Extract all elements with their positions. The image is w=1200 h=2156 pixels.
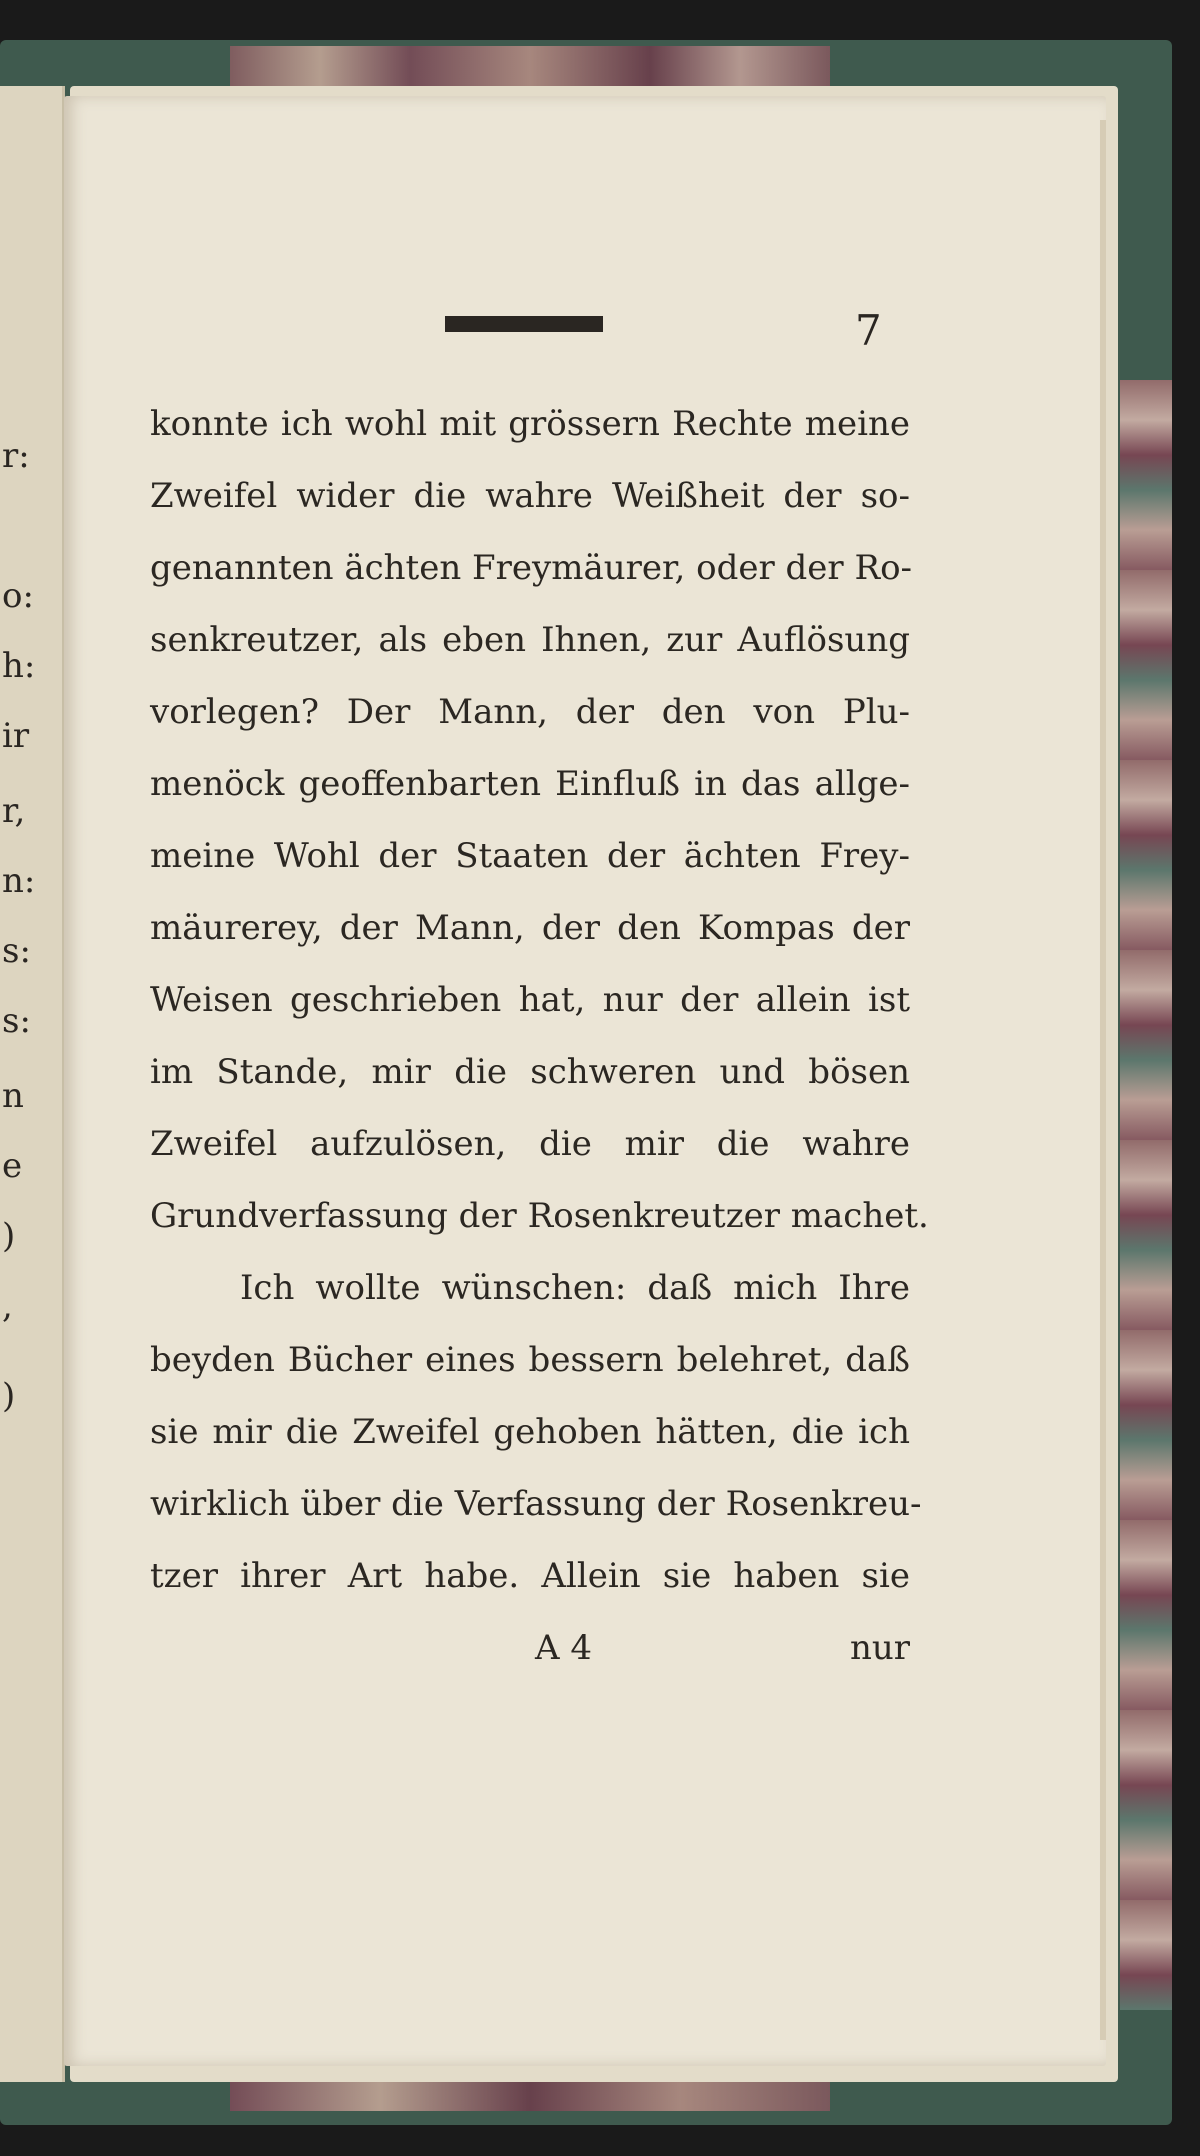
left-page-fragment: ) (2, 1376, 16, 1416)
marbled-edge-right (1120, 380, 1172, 2010)
page-footer (150, 1612, 910, 1684)
text-line: menöck geoffenbarten Einfluß in das allge- (150, 764, 910, 804)
text-line: Zweifel wider die wahre Weißheit der so- (150, 476, 910, 516)
body-text (150, 388, 929, 1612)
left-page-fragment: ) (2, 1216, 16, 1256)
page-edge (1100, 120, 1106, 2040)
left-page-fragment: r: (2, 436, 30, 476)
left-page-fragment: r, (2, 791, 26, 831)
text-line: sie mir die Zweifel gehoben hätten, die ich (150, 1412, 910, 1452)
text-line: genannten ächten Freymäurer, oder der Ro- (150, 548, 913, 588)
left-page-fragment: s: (2, 931, 31, 971)
text-line: mäurerey, der Mann, der den Kompas der (150, 908, 910, 948)
left-page-fragment: , (2, 1286, 13, 1326)
text-line: senkreutzer, als eben Ihnen, zur Auflösung (150, 620, 910, 660)
text-line: Ich wollte wünschen: daß mich Ihre (240, 1268, 910, 1308)
left-page-fragment: o: (2, 576, 34, 616)
text-line: Grundverfassung der Rosenkreutzer machet. (150, 1196, 929, 1236)
left-page-fragment: ir (2, 716, 30, 756)
text-line: konnte ich wohl mit grössern Rechte meine (150, 404, 910, 444)
left-page-fragment: h: (2, 646, 36, 686)
text-line: tzer ihrer Art habe. Allein sie haben sie (150, 1556, 910, 1596)
left-page-fragment: e (2, 1146, 23, 1186)
text-line: beyden Bücher eines bessern belehret, daß (150, 1340, 910, 1380)
text-line: im Stande, mir die schweren und bösen (150, 1052, 910, 1092)
text-line: vorlegen? Der Mann, der den von Plu- (150, 692, 910, 732)
text-line: wirklich über die Verfassung der Rosenkreu- (150, 1484, 922, 1524)
page-number: 7 (855, 306, 882, 355)
marbled-edge-top (230, 46, 830, 90)
text-line: Zweifel aufzulösen, die mir die wahre (150, 1124, 910, 1164)
catchword: nur (849, 1628, 910, 1668)
left-page-fragment: n: (2, 861, 36, 901)
text-line: meine Wohl der Staaten der ächten Frey- (150, 836, 910, 876)
left-page (0, 86, 65, 2082)
signature-mark: A 4 (535, 1628, 592, 1668)
text-line: Weisen geschrieben hat, nur der allein ist (150, 980, 910, 1020)
left-page-fragment: n (2, 1076, 24, 1116)
left-page-fragment: s: (2, 1001, 31, 1041)
header-rule (445, 316, 603, 332)
